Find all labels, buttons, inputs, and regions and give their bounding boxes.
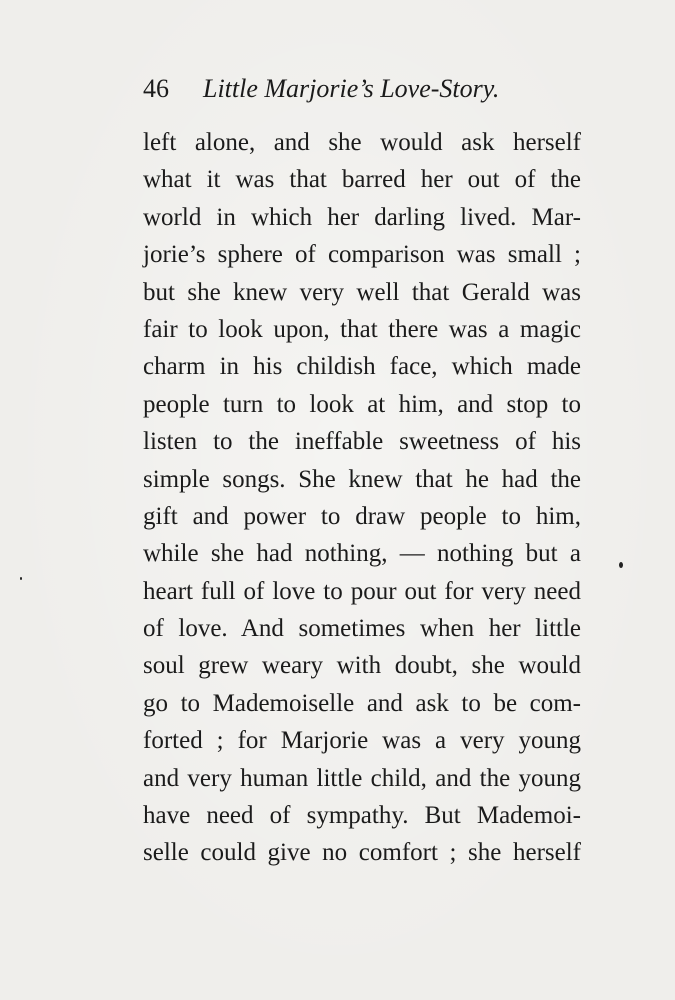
text-line: charm in his childish face, which made — [143, 353, 581, 381]
text-line: have need of sympathy. But Mademoi- — [143, 802, 581, 830]
page-number: 46 — [143, 74, 169, 103]
running-title: Little Marjorie’s Love-Story. — [203, 74, 500, 103]
text-line: world in which her darling lived. Mar- — [143, 203, 581, 231]
text-line: selle could give no comfort ; she herself — [143, 839, 581, 867]
text-line: heart full of love to pour out for very need — [143, 577, 581, 605]
text-line: people turn to look at him, and stop to — [143, 390, 581, 418]
text-line: jorie’s sphere of comparison was small ; — [143, 241, 581, 269]
text-line: simple songs. She knew that he had the — [143, 465, 581, 493]
text-line: while she had nothing, — nothing but a — [143, 540, 581, 568]
text-line: but she knew very well that Gerald was — [143, 278, 581, 306]
text-line: forted ; for Marjorie was a very young — [143, 727, 581, 755]
text-line: fair to look upon, that there was a magic — [143, 315, 581, 343]
text-line: of love. And sometimes when her little — [143, 615, 581, 643]
text-line: soul grew weary with doubt, she would — [143, 652, 581, 680]
running-header — [143, 74, 499, 114]
text-line: listen to the ineffable sweetness of his — [143, 428, 581, 456]
text-line: left alone, and she would ask herself — [143, 129, 581, 156]
ink-speck — [20, 577, 22, 580]
ink-speck — [619, 562, 623, 568]
text-line: go to Mademoiselle and ask to be com- — [143, 689, 581, 717]
text-line: what it was that barred her out of the — [143, 166, 581, 194]
text-line: gift and power to draw people to him, — [143, 502, 581, 530]
text-line: and very human little child, and the young — [143, 764, 581, 792]
body-text — [143, 124, 581, 872]
